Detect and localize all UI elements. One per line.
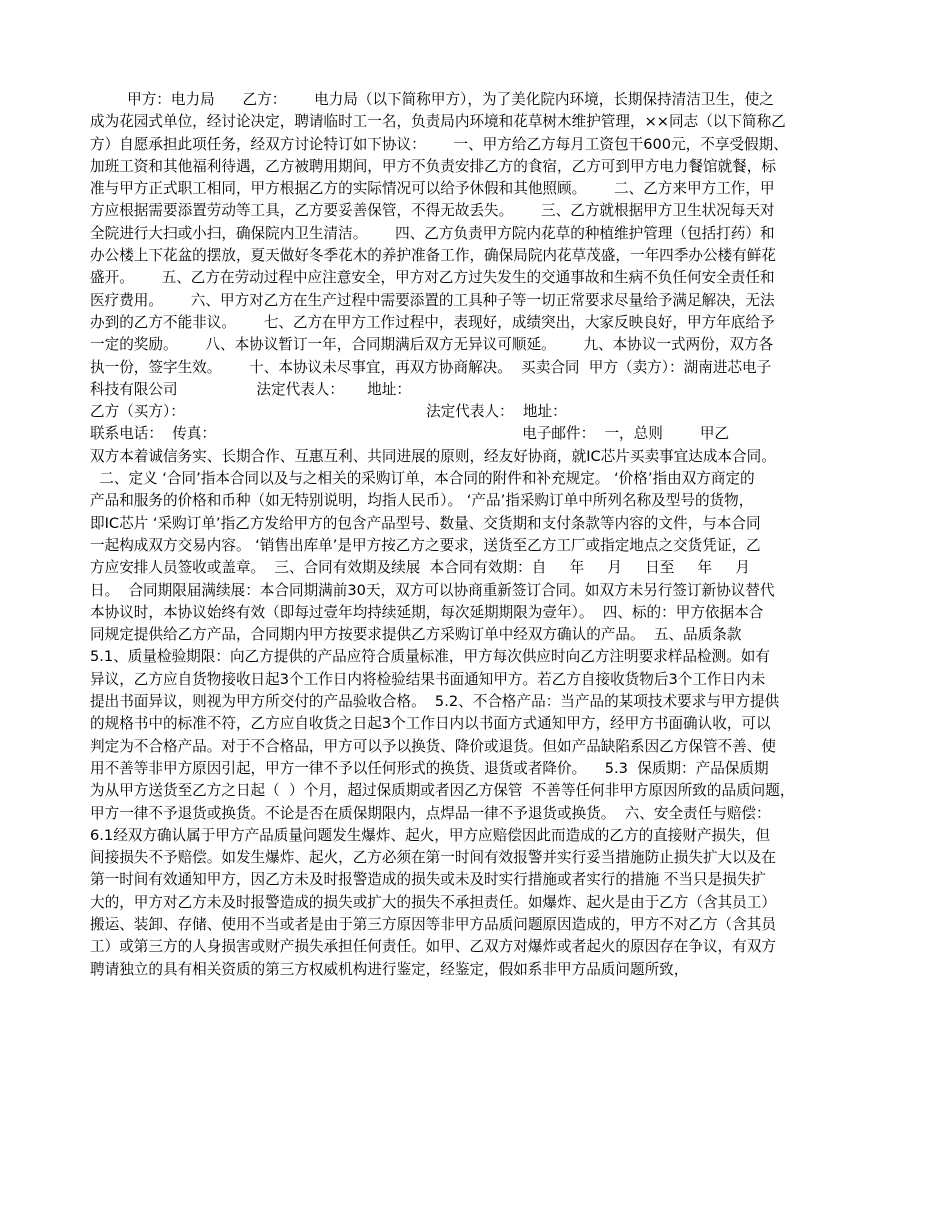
- text-line: 异议，乙方应自货物接收日起3个工作日内将检验结果书面通知甲方。若乙方自接收货物后3个工作日内未: [90, 670, 766, 688]
- text-line: 加班工资和其他福利待遇，乙方被聘用期间，甲方不负责安排乙方的食宿，乙方可到甲方电力餐馆就餐，标: [90, 157, 776, 175]
- text-line: 盛开。 五、乙方在劳动过程中应注意安全，甲方对乙方过失发生的交通事故和生病不负任何安全责任和: [90, 269, 775, 287]
- text-line: 为从甲方送货至乙方之日起（ ）个月，超过保质期或者因乙方保管 不善等任何非甲方原因所致的品质问题，: [90, 782, 795, 800]
- contract-body-text: [90, 89, 860, 981]
- text-line: 日。 合同期限届满续展：本合同期满前30天，双方可以协商重新签订合同。如双方未另行签订新协议替代: [90, 581, 775, 599]
- text-line: 乙方（买方）： 法定代表人： 地址：: [90, 403, 567, 421]
- text-line: 甲方：电力局 乙方： 电力局（以下简称甲方），为了美化院内环境，长期保持清洁卫生，使之: [90, 91, 774, 108]
- text-line: 第一时间有效通知甲方，因乙方未及时报警造成的损失或未及时实行措施或者实行的措施 不当只是损失扩: [90, 871, 766, 889]
- text-line: 产品和服务的价格和币种（如无特别说明，均指人民币）。 ‘产品’指采购订单中所列名称及型号的货物，: [90, 492, 754, 510]
- text-line: 全院进行大扫或小扫，确保院内卫生清洁。 四、乙方负责甲方院内花草的种植维护管理（包括打药）和: [90, 224, 775, 242]
- text-line: 聘请独立的具有相关资质的第三方权威机构进行鉴定，经鉴定，假如系非甲方品质问题所致，: [90, 960, 689, 978]
- text-line: 联系电话： 传真： 电子邮件： 一，总则 甲乙: [90, 425, 730, 443]
- text-line: 准与甲方正式职工相同，甲方根据乙方的实际情况可以给予休假和其他照顾。 二、乙方来甲方工作，甲: [90, 180, 775, 198]
- text-line: 医疗费用。 六、甲方对乙方在生产过程中需要添置的工具种子等一切正常要求尽量给予满足解决，无法: [90, 291, 775, 309]
- text-line: 6.1经双方确认属于甲方产品质量问题发生爆炸、起火，甲方应赔偿因此而造成的乙方的直接财产损失，但: [90, 826, 770, 844]
- text-line: 同规定提供给乙方产品，合同期内甲方按要求提供乙方采购订单中经双方确认的产品。 五、品质条款: [90, 626, 742, 644]
- text-line: 成为花园式单位，经讨论决定，聘请临时工一名，负责局内环境和花草树木维护管理，××同志（以下简称乙: [90, 113, 786, 131]
- text-line: 用不善等非甲方原因引起，甲方一律不予以任何形式的换货、退货或者降价。 5.3 保质期：产品保质期: [90, 759, 769, 777]
- text-line: 工）或第三方的人身损害或财产损失承担任何责任。如甲、乙双方对爆炸或者起火的原因存在争议，有双方: [90, 938, 776, 956]
- text-line: 间接损失不予赔偿。如发生爆炸、起火，乙方必须在第一时间有效报警并实行妥当措施防止损失扩大以及在: [90, 849, 776, 867]
- text-line: 双方本着诚信务实、长期合作、互惠互利、共同进展的原则，经友好协商，就IC芯片买卖事宜达成本合同。: [90, 447, 776, 465]
- text-line: 方）自愿承担此项任务，经双方讨论特订如下协议： 一、甲方给乙方每月工资包干600元，不享受假期、: [90, 135, 788, 153]
- text-line: 5.1、质量检验期限：向乙方提供的产品应符合质量标准，甲方每次供应时向乙方注明要求样品检测。如有: [90, 648, 770, 666]
- text-line: 一定的奖励。 八、本协议暂订一年，合同期满后双方无异议可顺延。 九、本协议一式两份，双方各: [90, 336, 774, 354]
- text-line: 的规格书中的标准不符，乙方应自收货之日起3个工作日内以书面方式通知甲方，经甲方书面确认收，可以: [90, 715, 771, 733]
- text-line: 二、定义 ‘合同’指本合同以及与之相关的采购订单，本合同的附件和补充规定。 ‘价格’指由双方商定的: [90, 470, 755, 488]
- text-line: 本协议时，本协议始终有效（即每过壹年均持续延期，每次延期期限为壹年）。 四、标的：甲方依据本合: [90, 603, 764, 621]
- text-line: 大的，甲方对乙方未及时报警造成的损失或扩大的损失不承担责任。如爆炸、起火是由于乙方（含其员工）: [90, 893, 776, 911]
- text-line: 甲方一律不予退货或换货。不论是否在质保期限内，点焊品一律不予退货或换货。 六、安全责任与赔偿：: [90, 804, 771, 822]
- text-line: 方应安排人员签收或盖章。 三、合同有效期及续展 本合同有效期：自 年 月 日至 年 月: [90, 559, 750, 577]
- text-line: 判定为不合格产品。对于不合格品，甲方可以予以换货、降价或退货。但如产品缺陷系因乙方保管不善、使: [90, 737, 776, 755]
- text-line: 办到的乙方不能非议。 七、乙方在甲方工作过程中，表现好，成绩突出，大家反映良好，甲方年底给予: [90, 313, 775, 331]
- text-line: 办公楼上下花盆的摆放，夏天做好冬季花木的养护准备工作，确保局院内花草茂盛，一年四季办公楼有鲜花: [90, 247, 776, 265]
- text-line: 方应根据需要添置劳动等工具，乙方要妥善保管，不得无故丢失。 三、乙方就根据甲方卫生状况每天对: [90, 202, 775, 220]
- text-line: 一起构成双方交易内容。 ‘销售出库单’是甲方按乙方之要求，送货至乙方工厂或指定地点之交货凭证，乙: [90, 536, 761, 554]
- text-line: 搬运、装卸、存储、使用不当或者是由于第三方原因等非甲方品质问题原因造成的，甲方不对乙方（含其员: [90, 915, 776, 933]
- text-line: 提出书面异议，则视为甲方所交付的产品验收合格。 5.2、不合格产品：当产品的某项技术要求与甲方提供: [90, 693, 780, 711]
- text-line: 执一份，签字生效。 十、本协议未尽事宜，再双方协商解决。 买卖合同 甲方（卖方）：湖南进芯电子: [90, 358, 772, 376]
- text-line: 科技有限公司 法定代表人： 地址：: [90, 380, 411, 398]
- text-line: 即IC芯片 ‘采购订单’指乙方发给甲方的包含产品型号、数量、交货期和支付条款等内容的文件，与本合同: [90, 514, 761, 532]
